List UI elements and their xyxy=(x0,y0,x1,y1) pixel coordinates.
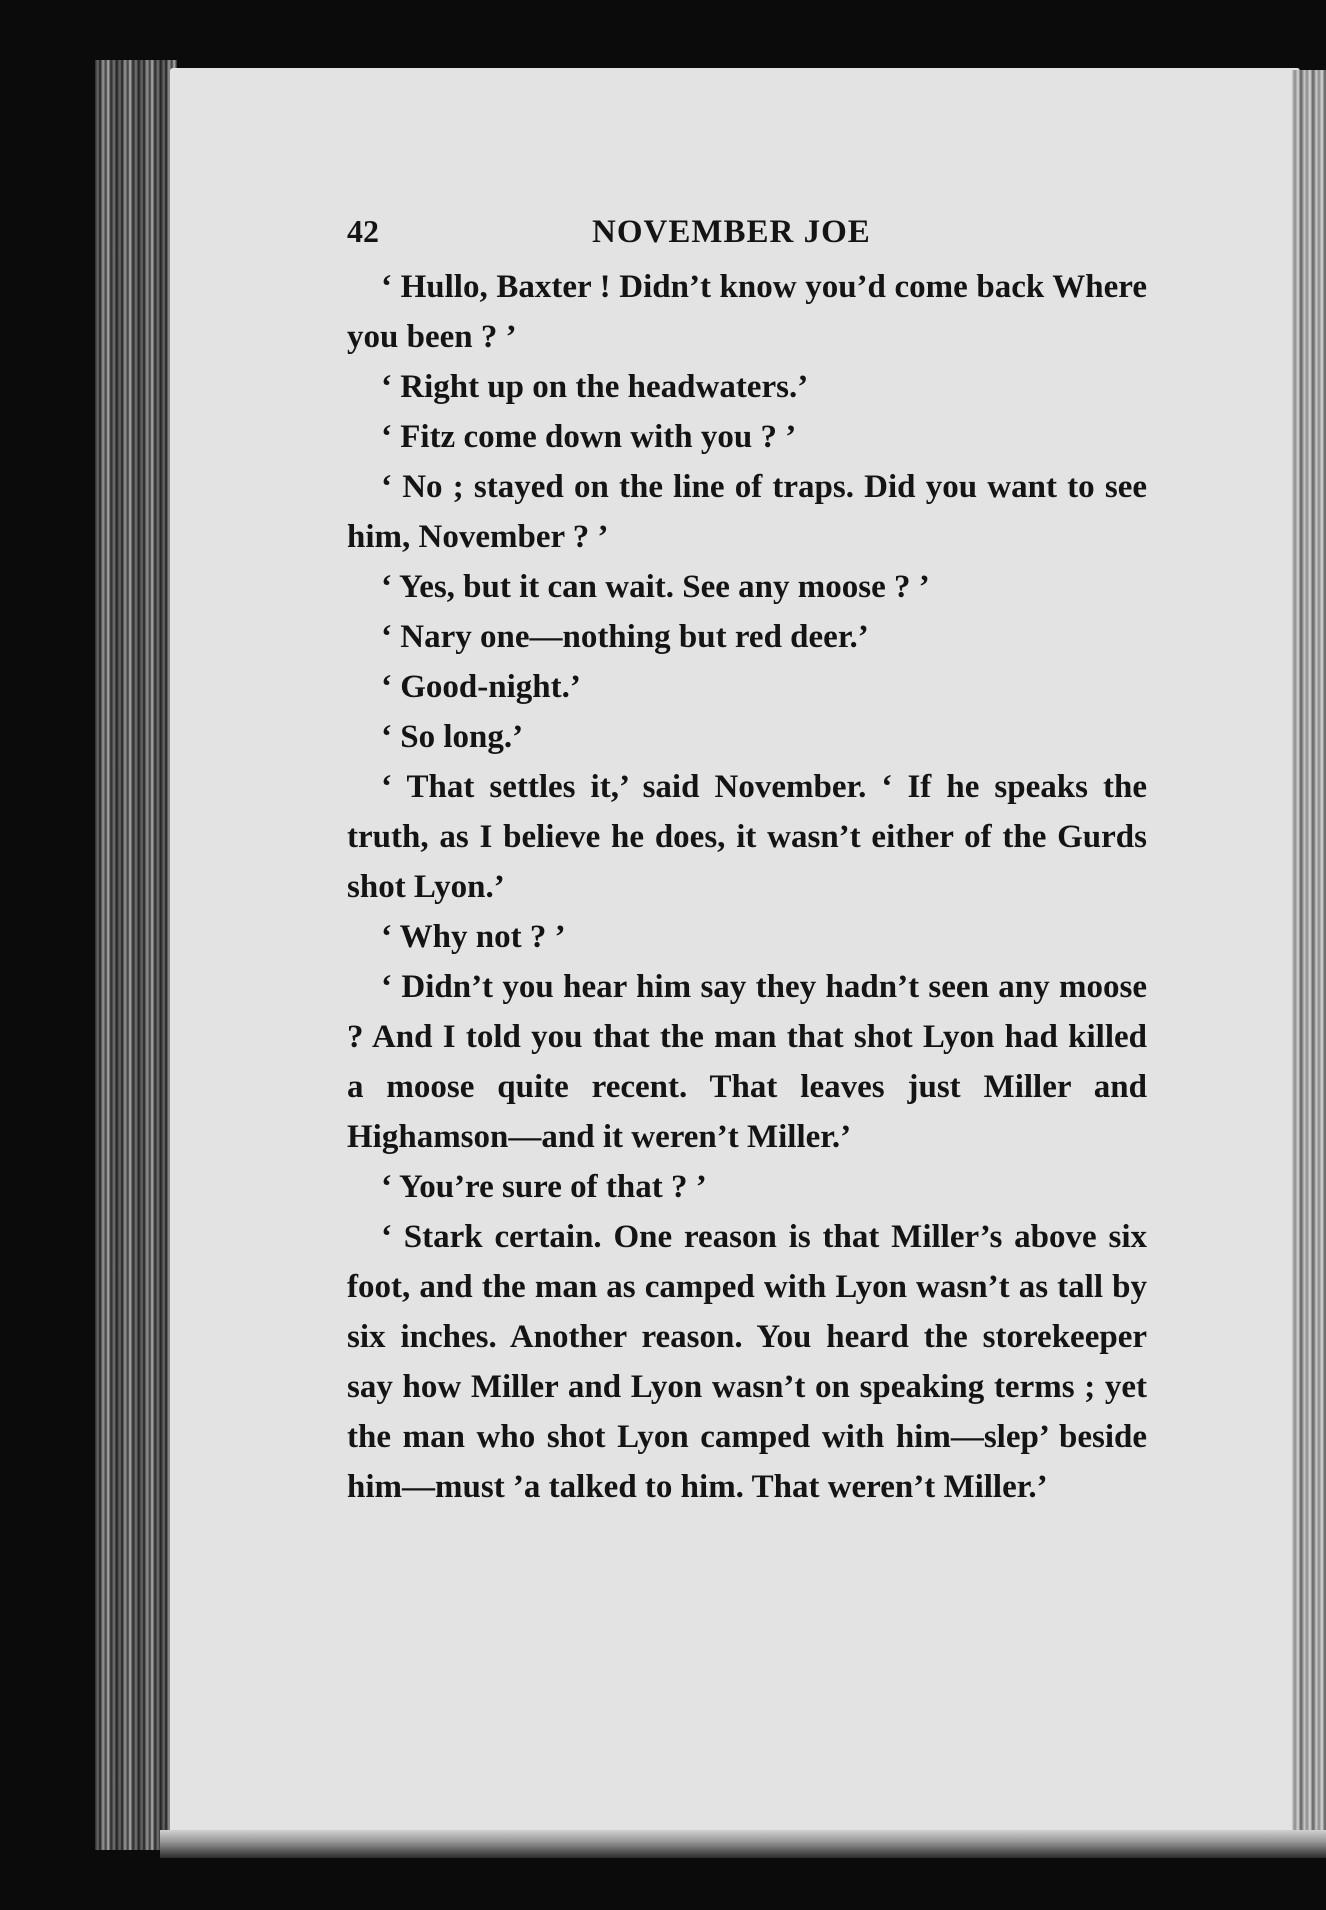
page-bottom-edge xyxy=(160,1830,1326,1858)
paragraph: ‘ Hullo, Baxter ! Didn’t know you’d come back Where you been ? ’ xyxy=(347,269,1147,355)
paragraph: ‘ You’re sure of that ? ’ xyxy=(381,1169,707,1205)
page-number: 42 xyxy=(347,213,379,249)
paragraph: ‘ Nary one—nothing but red deer.’ xyxy=(381,619,869,655)
paragraph: ‘ So long.’ xyxy=(381,719,524,755)
page-header xyxy=(347,206,1147,262)
page-edges xyxy=(1292,70,1326,1840)
paragraph: ‘ That settles it,’ said November. ‘ If he speaks the truth, as I believe he does, it wasn’t either of the Gurds shot Lyon.’ xyxy=(347,769,1147,905)
paragraph: ‘ No ; stayed on the line of traps. Did you want to see him, November ? ’ xyxy=(347,469,1147,555)
paragraph: ‘ Right up on the headwaters.’ xyxy=(381,369,809,405)
book-spine xyxy=(95,60,177,1850)
paragraph: ‘ Didn’t you hear him say they hadn’t seen any moose ? And I told you that the man that shot Lyon had killed a moose quite recent. That leaves just Miller and Highamson—and it weren’t Miller.’ xyxy=(347,969,1147,1155)
paragraph: ‘ Yes, but it can wait. See any moose ? ’ xyxy=(381,569,930,605)
paragraph: ‘ Fitz come down with you ? ’ xyxy=(381,419,797,455)
page-text xyxy=(347,206,1147,1512)
paragraph: ‘ Good-night.’ xyxy=(381,669,581,705)
paragraph: ‘ Stark certain. One reason is that Miller’s above six foot, and the man as camped with Lyon wasn’t as tall by six inches. Another reason. You heard the storekeeper say how Miller and Lyon wasn’t on speaking terms ; yet the man who shot Lyon camped with him—slep’ beside him—must ’a talked to him. That weren’t Miller.’ xyxy=(347,1219,1147,1505)
running-title: NOVEMBER JOE xyxy=(592,214,871,250)
paragraph: ‘ Why not ? ’ xyxy=(381,919,566,955)
